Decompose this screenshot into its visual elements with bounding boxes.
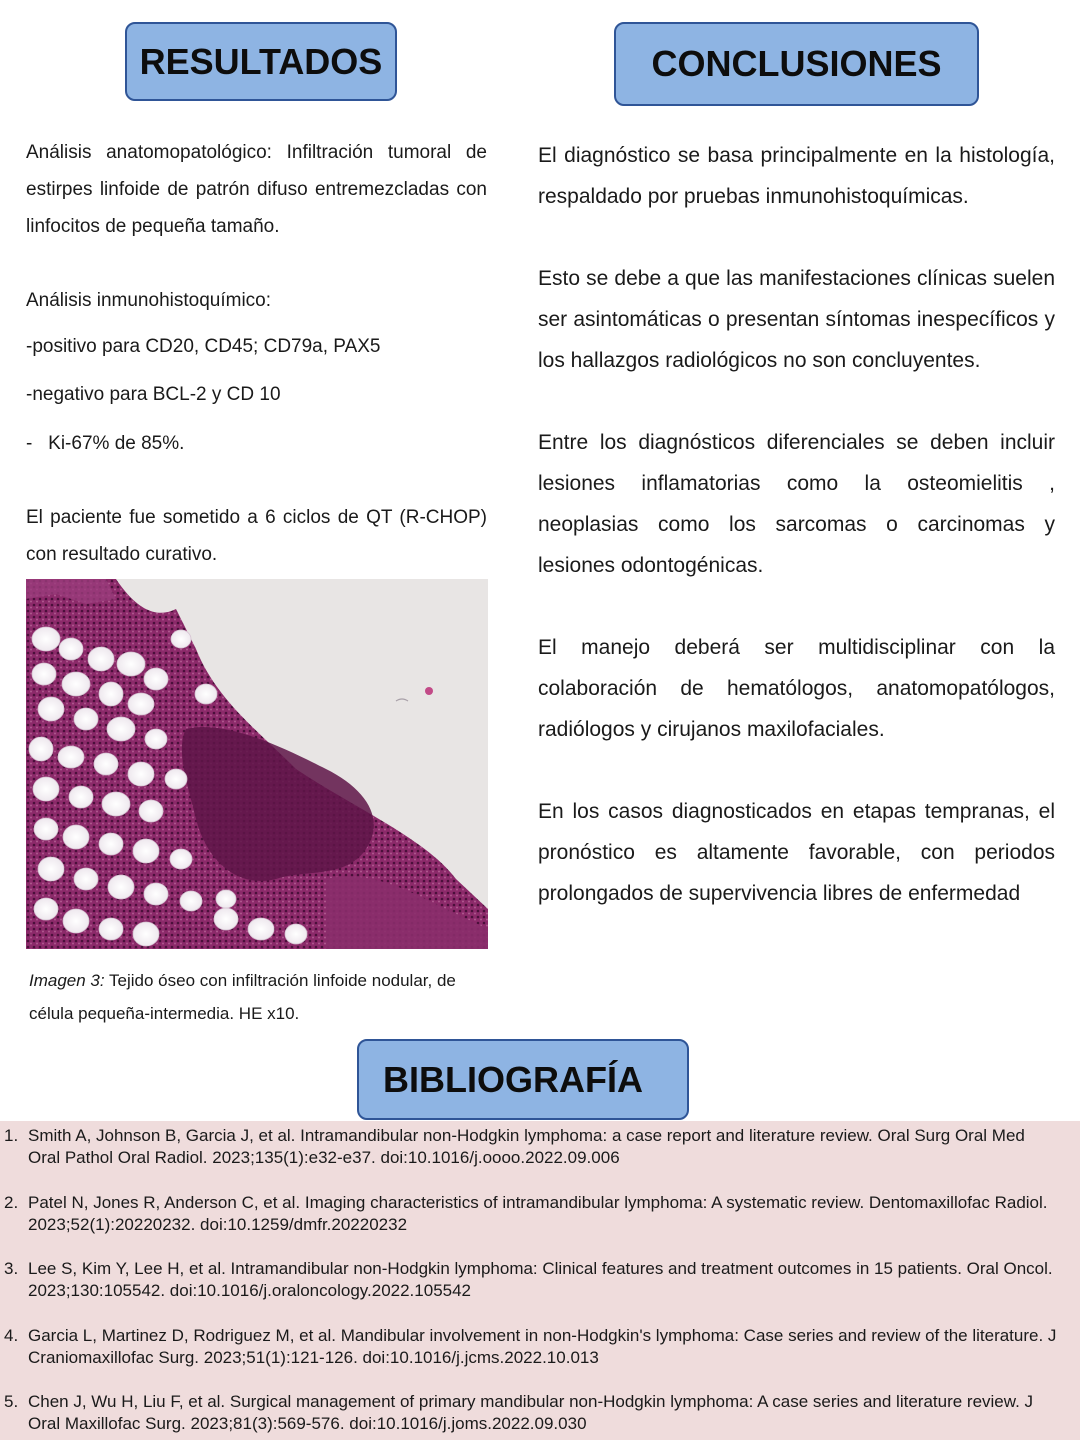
results-header: RESULTADOS: [125, 22, 397, 101]
bibliography-section: [0, 1121, 1080, 1440]
conclusion-paragraph-2: Esto se debe a que las manifestaciones clínicas suelen ser asintomáticas o presentan síntomas inespecíficos y los hallazgos radiológicos no son concluyentes.: [538, 267, 1055, 372]
results-paragraph-pathology: Análisis anatomopatológico: Infiltración tumoral de estirpes linfoide de patrón difuso entremezcladas con linfocitos de pequeña tamaño.: [26, 142, 487, 237]
bibliography-text: Garcia L, Martinez D, Rodriguez M, et al. Mandibular involvement in non-Hodgkin's lymphoma: Case series and review of the literature. J Craniomaxillofac Surg. 2023;51(1):121-126. doi:10.1016/j.jcms.2022.10.013: [28, 1325, 1057, 1367]
bibliography-text: Chen J, Wu H, Liu F, et al. Surgical management of primary mandibular non-Hodgkin lymphoma: A case series and literature review. J Oral Maxillofac Surg. 2023;81(3):569-576. doi:10.1016/j.joms.2022.09.030: [28, 1392, 1034, 1433]
bibliography-text: Lee S, Kim Y, Lee H, et al. Intramandibular non-Hodgkin lymphoma: Clinical features and treatment outcomes in 15 patients. Oral Oncol. 2023;130:105542. doi:10.1016/j.oraloncology.2022.105542: [28, 1259, 1053, 1300]
bibliography-list: [0, 1121, 1080, 1435]
conclusion-paragraph-1: El diagnóstico se basa principalmente en la histología, respaldado por pruebas inmunohistoquímicas.: [538, 144, 1055, 208]
bibliography-item: [4, 1192, 1060, 1236]
bibliography-item: [4, 1125, 1060, 1169]
results-positive-markers: -positivo para CD20, CD45; CD79a, PAX5: [26, 336, 381, 357]
histology-micrograph: [26, 579, 488, 949]
bibliography-header: BIBLIOGRAFÍA: [357, 1039, 689, 1120]
bibliography-number: 5.: [4, 1392, 19, 1411]
conclusion-paragraph-5: En los casos diagnosticados en etapas tempranas, el pronóstico es altamente favorable, con periodos prolongados de supervivencia libres de enfermedad: [538, 800, 1055, 905]
results-ki67: - Ki-67% de 85%.: [26, 433, 185, 454]
conclusion-paragraph-4: El manejo deberá ser multidisciplinar con la colaboración de hematólogos, anatomopatólogos, radiólogos y cirujanos maxilofaciales.: [538, 636, 1055, 741]
results-paragraph-ihc-title: Análisis inmunohistoquímico:: [26, 290, 272, 311]
bibliography-number: 3.: [4, 1259, 19, 1278]
caption-label: Imagen 3:: [29, 971, 105, 990]
histology-image: [26, 579, 488, 949]
bibliography-text: Patel N, Jones R, Anderson C, et al. Imaging characteristics of intramandibular lymphoma: A systematic review. Dentomaxillofac Radiol. 2023;52(1):20220232. doi:10.1259/dmfr.20220232: [28, 1192, 1048, 1234]
caption-text: Tejido óseo con infiltración linfoide nodular, de célula pequeña-intermedia. HE x10.: [29, 971, 456, 1023]
results-column: [26, 134, 487, 573]
bibliography-item: [4, 1325, 1060, 1369]
bibliography-item: [4, 1391, 1060, 1435]
bibliography-number: 1.: [4, 1126, 19, 1145]
bibliography-item: [4, 1258, 1060, 1302]
image-caption: [29, 964, 489, 1030]
results-negative-markers: -negativo para BCL-2 y CD 10: [26, 384, 281, 405]
bibliography-number: 2.: [4, 1192, 19, 1212]
bibliography-text: Smith A, Johnson B, Garcia J, et al. Intramandibular non-Hodgkin lymphoma: a case report and literature review. Oral Surg Oral Med Oral Pathol Oral Radiol. 2023;135(1):e32-e37. doi:10.1016/j.oooo.2022.09.006: [28, 1126, 1025, 1167]
results-treatment: El paciente fue sometido a 6 ciclos de QT (R-CHOP) con resultado curativo.: [26, 507, 487, 565]
bibliography-number: 4.: [4, 1325, 19, 1345]
conclusions-header: CONCLUSIONES: [614, 22, 979, 106]
conclusions-column: [538, 135, 1055, 914]
conclusion-paragraph-3: Entre los diagnósticos diferenciales se deben incluir lesiones inflamatorias como la osteomielitis , neoplasias como los sarcomas o carcinomas y lesiones odontogénicas.: [538, 431, 1055, 577]
